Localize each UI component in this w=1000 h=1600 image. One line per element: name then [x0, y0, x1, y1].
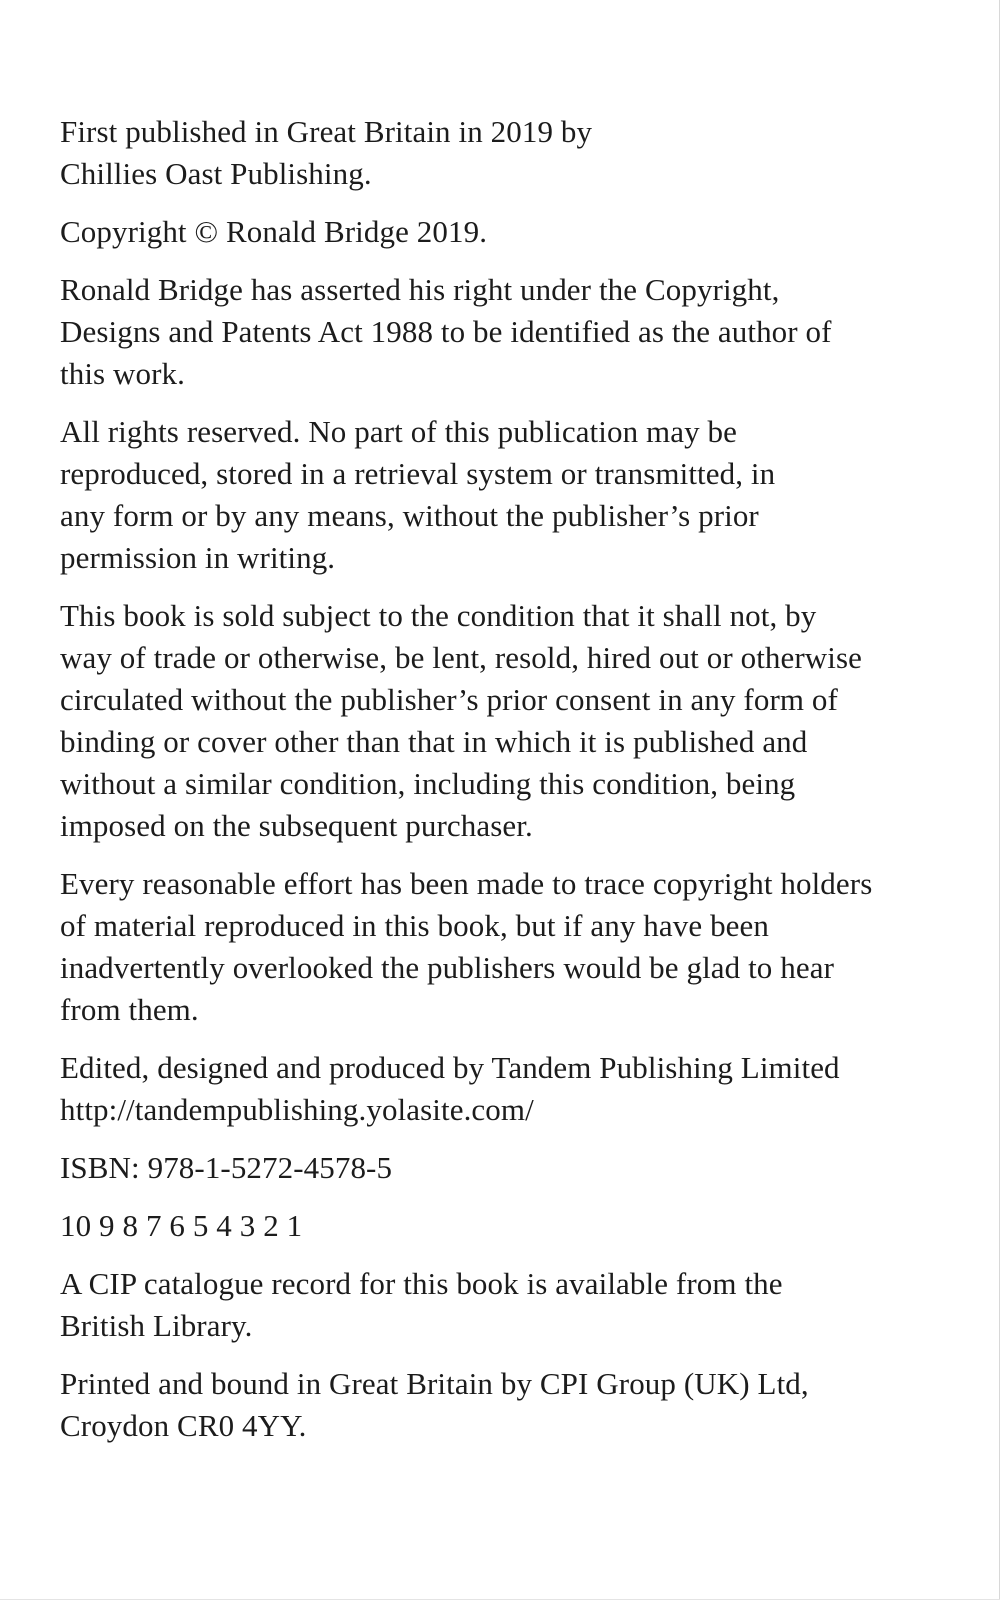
text-line: This book is sold subject to the condition that it shall not, by: [60, 598, 817, 633]
text-line: of material reproduced in this book, but if any have been: [60, 908, 769, 943]
isbn-paragraph: [60, 1147, 960, 1189]
text-line: All rights reserved. No part of this publication may be: [60, 414, 738, 449]
all-rights-reserved-paragraph: [60, 411, 960, 579]
imprint-text-block: [60, 111, 960, 1463]
cip-record-paragraph: [60, 1263, 960, 1347]
production-credit-paragraph: [60, 1047, 960, 1131]
text-line: permission in writing.: [60, 540, 336, 575]
printer-credit-paragraph: [60, 1363, 960, 1447]
text-line: from them.: [60, 992, 199, 1027]
text-line: inadvertently overlooked the publishers would be glad to hear: [60, 950, 835, 985]
text-line: Croydon CR0 4YY.: [60, 1408, 307, 1443]
publisher-url: http://tandempublishing.yolasite.com/: [60, 1092, 534, 1127]
copyright-holders-paragraph: [60, 863, 960, 1031]
text-line: this work.: [60, 356, 185, 391]
text-line: Printed and bound in Great Britain by CPI Group (UK) Ltd,: [60, 1366, 809, 1401]
text-line: Every reasonable effort has been made to trace copyright holders: [60, 866, 873, 901]
moral-rights-paragraph: [60, 269, 960, 395]
text-line: Edited, designed and produced by Tandem Publishing Limited: [60, 1050, 840, 1085]
printing-number-line: 10 9 8 7 6 5 4 3 2 1: [60, 1208, 303, 1243]
text-line: Designs and Patents Act 1988 to be identified as the author of: [60, 314, 832, 349]
copyright-notice-paragraph: [60, 211, 960, 253]
text-line: binding or cover other than that in which it is published and: [60, 724, 808, 759]
text-line: Chillies Oast Publishing.: [60, 156, 372, 191]
text-line: Copyright © Ronald Bridge 2019.: [60, 214, 488, 249]
text-line: A CIP catalogue record for this book is available from the: [60, 1266, 783, 1301]
text-line: reproduced, stored in a retrieval system or transmitted, in: [60, 456, 776, 491]
text-line: Ronald Bridge has asserted his right under the Copyright,: [60, 272, 780, 307]
first-published-paragraph: [60, 111, 960, 195]
sale-conditions-paragraph: [60, 595, 960, 847]
printing-number-line-paragraph: [60, 1205, 960, 1247]
text-line: any form or by any means, without the publisher’s prior: [60, 498, 759, 533]
text-line: circulated without the publisher’s prior consent in any form of: [60, 682, 838, 717]
text-line: British Library.: [60, 1308, 253, 1343]
text-line: imposed on the subsequent purchaser.: [60, 808, 533, 843]
text-line: First published in Great Britain in 2019 by: [60, 114, 593, 149]
isbn-number: ISBN: 978-1-5272-4578-5: [60, 1150, 393, 1185]
text-line: without a similar condition, including this condition, being: [60, 766, 796, 801]
text-line: way of trade or otherwise, be lent, resold, hired out or otherwise: [60, 640, 863, 675]
